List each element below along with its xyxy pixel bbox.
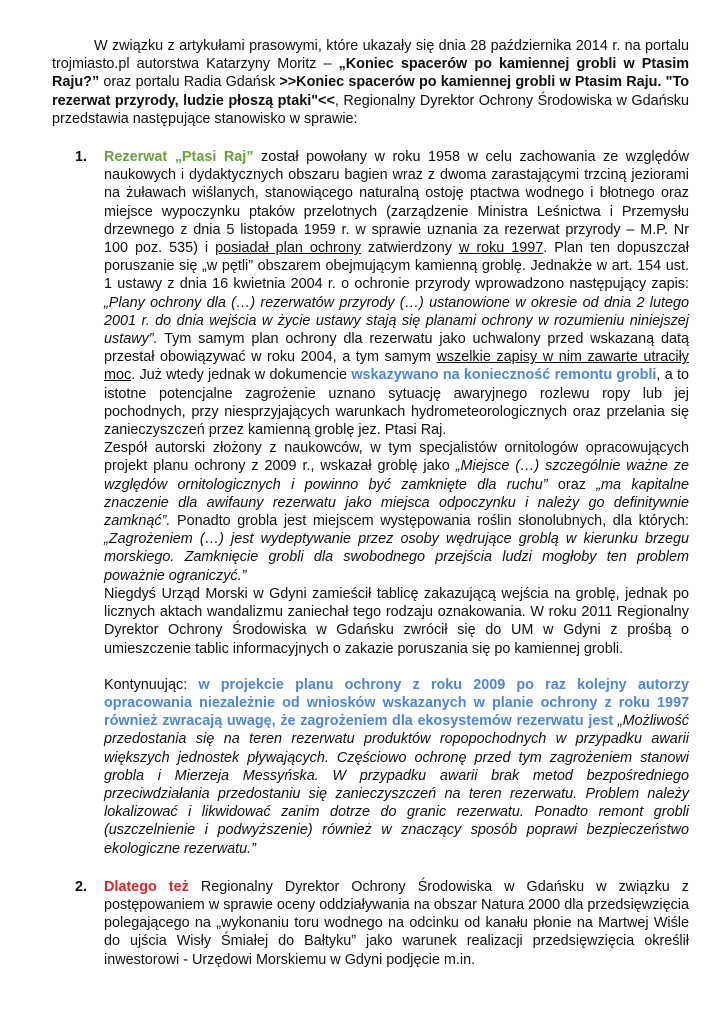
paragraph-text: Kontynuując: [104, 676, 199, 693]
list-item-1 [52, 148, 689, 858]
radio-gdansk-article-title: >>Koniec spacerów po kamiennej grobli w Ptasim Raju. "To rezerwat przyrody, ludzie płoszą ptaki"<< [52, 74, 689, 109]
underlined-text: posiadał plan ochrony [215, 240, 362, 257]
paragraph-text: Regionalny Dyrektor Ochrony Środowiska w Gdańsku w związku z postępowaniem w sprawie oceny oddziaływania na obszar Natura 2000 dla przedsięwzięcia polegającego na „wykonaniu toru wodnego na odcinku od kanału płonie na Martwej Wiśle do ujścia Wisły Śmiałej do Bałtyku” jako warunek realizacji przedsięwzięcia określił inwestorowi - Urzędowi Morskiemu w Gdyni podjęcie m.in. [104, 878, 689, 968]
intro-paragraph [52, 37, 689, 128]
item1-paragraph-3: Niegdyś Urząd Morski w Gdyni zamieścił tablicę zakazującą wejścia na groblę, jednak po licznych aktach wandalizmu zaniechał tego rodzaju oznakowania. W roku 2011 Regionalny Dyrektor Ochrony Środowiska w Gdańsku zwrócił się do UM w Gdyni z prośbą o umieszczenie tablic informacyjnych o zakazie poruszania się po kamiennej grobli. [104, 585, 689, 657]
quote: „Miejsce (…) szczególnie ważne ze względów ornitologicznych i powinno być zamknięte dla ruchu” [104, 458, 689, 493]
intro-text: W związku z artykułami prasowymi, które ukazały się dnia 28 października 2014 r. na portalu trojmiasto.pl autorstwa Katarzyny Moritz – [52, 38, 689, 73]
document-page [52, 37, 689, 969]
quote: „ma kapitalne znaczenie dla awifauny rezerwatu jako miejsca odpoczynku i należy go definitywnie zamknąć”. [104, 476, 689, 530]
intro-text: oraz portalu Radia Gdańsk [99, 74, 280, 91]
list-item-2 [52, 878, 689, 969]
quote: „Plany ochrony dla (…) rezerwatów przyrody (…) ustanowione w okresie od dnia 2 lutego 2001 r. do dnia wejścia w życie ustawy stają się planami ochrony w rozumieniu niniejszej ustawy”. [104, 294, 689, 348]
reserve-name-heading: Rezerwat „Ptasi Raj” [104, 149, 254, 166]
paragraph-text: został powołany w roku 1958 w celu zachowania ze względów naukowych i dydaktycznych obszaru bagien wraz z dwoma zarastającymi trzciną jeziorami na żuławach wiślanych, stanowiącego naturalną ostoję ptactwa wodnego i błotnego oraz miejsce wypoczynku ptaków przelotnych (zarządzenie Ministra Leśnictwa i Przemysłu drzewnego z dnia 5 listopada 1959 r. w sprawie uznania za rezerwat przyrody – M.P. Nr 100 poz. 535) i [104, 149, 689, 257]
item2-heading: Dlatego też [104, 878, 189, 895]
quote: „Zagrożeniem (…) jest wydeptywanie przez osoby wędrujące groblą w kierunku brzegu morskiego. Zamknięcie grobli dla swobodnego przejścia ludzi mogłoby ten problem poważnie ograniczyć.” [104, 531, 689, 584]
item1-paragraph-1 [104, 148, 689, 439]
paragraph-text: Tym samym plan ochrony dla rezerwatu jako uchwalony przed wskazaną datą przestał obowiązywać w roku 2004, a tym samym [104, 331, 689, 366]
paragraph-text: Zespół autorski złożony z naukowców, w tym specjalistów ornitologów opracowujących projekt planu ochrony z 2009 r., wskazał groblę jako [104, 440, 689, 475]
list-number: 2. [75, 878, 88, 895]
underlined-text: wszelkie zapisy w nim zawarte utraciły moc [104, 349, 689, 384]
item2-paragraph [104, 878, 689, 969]
intro-text: , Regionalny Dyrektor Ochrony Środowiska w Gdańsku przedstawia następujące stanowisko w sprawie: [52, 92, 689, 127]
paragraph-text: zatwierdzony [361, 240, 459, 257]
paragraph-text: oraz [547, 476, 597, 493]
quote: „Możliwość przedostania się na teren rezerwatu produktów ropopochodnych w przypadku awarii większych jednostek pływających. Częściowo ochronę przed tym zagrożeniem stanowi grobla i Mierzeja Messyńska. W przypadku awarii brak metod bezpośredniego przeciwdziałania przedostaniu się zanieczyszczeń na teren rezerwatu. Problem należy lokalizować i likwidować zanim dotrze do granic rezerwatu. Ponadto remont grobli (uszczelnienie i podwyższenie) również w znaczący sposób poprawi bezpieczeństwo ekologiczne rezerwatu.” [104, 713, 690, 857]
paragraph-text: , a to istotne potencjalne zagrożenie uznano sytuację awaryjnego rozlewu ropy lub jej pochodnych, przy niesprzyjających warunkach hydrometeorologicznych oraz przelania się zanieczyszczeń przez kamienną groblę jez. Ptasi Raj. [104, 367, 689, 439]
trojmiasto-article-title: „Koniec spacerów po kamiennej grobli w Ptasim Raju?” [52, 56, 689, 91]
item1-paragraph-2 [104, 439, 689, 585]
paragraph-text: . Już wtedy jednak w dokumencie [131, 367, 352, 384]
list-number: 1. [75, 149, 88, 166]
paragraph-text: Ponadto grobla jest miejscem występowania roślin słonolubnych, dla których: [170, 513, 689, 530]
underlined-text: w roku 1997 [458, 240, 544, 257]
item1-paragraph-4 [104, 676, 689, 858]
emphasis-text: wskazywano na konieczność remontu grobli [351, 367, 657, 384]
paragraph-text: . Plan ten dopuszczał poruszanie się „w pętli” obszarem obejmującym kamienną groblę. Jednakże w art. 154 ust. 1 ustawy z dnia 16 kwietnia 2004 r. o ochronie przyrody wprowadzono następujący zapis: [104, 240, 689, 293]
emphasis-text: w projekcie planu ochrony z roku 2009 po raz kolejny autorzy opracowania niezależnie od wniosków wskazanych w planie ochrony z roku 1997 również zwracają uwagę, że zagrożeniem dla ekosystemów rezerwatu jest [104, 676, 690, 730]
